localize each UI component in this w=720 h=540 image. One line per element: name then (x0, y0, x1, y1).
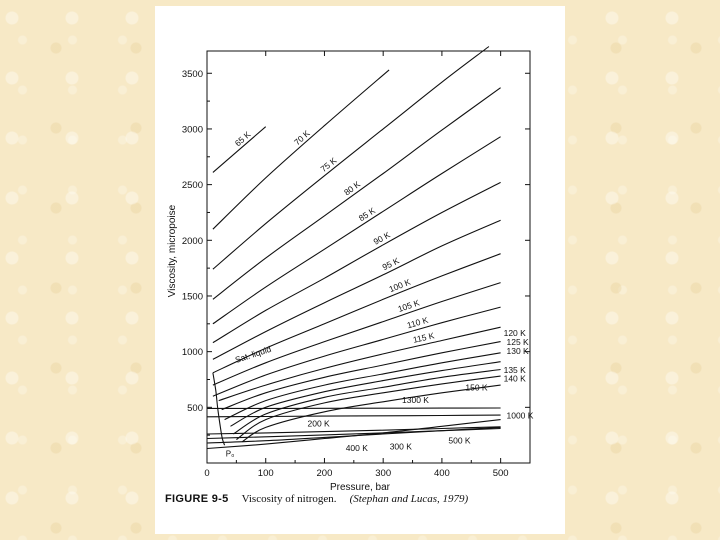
series-line-115-k (219, 327, 501, 400)
figure-title: Viscosity of nitrogen. (241, 493, 337, 505)
y-tick-label: 2000 (181, 235, 203, 247)
series-label-110-k: 110 K (405, 314, 430, 331)
series-label-75-k: 75 K (318, 155, 339, 175)
x-axis-label: Pressure, bar (329, 482, 391, 493)
series-label-300-k: 300 K (389, 441, 412, 452)
series-label-135-k: 135 K (503, 364, 526, 375)
x-tick-label: 400 (433, 468, 450, 479)
series-label-80-k: 80 K (342, 178, 363, 198)
y-tick-label: 2500 (181, 180, 203, 192)
series-label-200-k: 200 K (307, 418, 330, 429)
figure-caption (165, 493, 560, 505)
series-label-70-k: 70 K (292, 128, 312, 148)
series-label-90-k: 90 K (371, 229, 392, 247)
series-line-95-k (213, 220, 501, 359)
series-line-85-k (213, 137, 501, 324)
series-label-95-k: 95 K (380, 255, 401, 273)
annotation-p0: P₀ (225, 449, 235, 459)
series-line-105-k (213, 283, 501, 386)
series-line-1000-k (207, 415, 501, 417)
series-label-105-k: 105 K (396, 297, 421, 315)
plot-frame (207, 51, 530, 463)
figure-number: FIGURE 9-5 (165, 493, 229, 505)
series-label-120-k: 120 K (503, 328, 526, 339)
series-label-150-k: 150 K (465, 382, 488, 393)
viscosity-chart (155, 6, 565, 493)
series-label-sat-liquid: Sat. liquid (233, 343, 273, 365)
series-label-125-k: 125 K (506, 337, 529, 347)
y-tick-label: 1000 (181, 347, 203, 359)
series-line-65-k (213, 127, 266, 173)
y-axis-label: Viscosity, micropoise (167, 204, 178, 298)
x-tick-label: 500 (492, 468, 509, 479)
x-tick-label: 300 (375, 468, 392, 479)
series-label-500-k: 500 K (448, 435, 471, 446)
figure-source: (Stephan and Lucas, 1979) (349, 493, 469, 505)
series-label-65-k: 65 K (232, 129, 253, 149)
series-label-400-k: 400 K (345, 442, 368, 453)
series-label-130-k: 130 K (506, 345, 529, 356)
x-tick-label: 200 (316, 468, 333, 479)
x-tick-label: 100 (257, 468, 274, 479)
series-label-1000-k: 1000 K (506, 410, 534, 421)
y-tick-label: 3000 (181, 124, 203, 136)
y-tick-label: 500 (187, 402, 203, 414)
series-label-115-k: 115 K (411, 330, 436, 345)
series-label-1300-k: 1300 K (402, 394, 429, 405)
series-line-80-k (213, 88, 501, 300)
y-tick-label: 1500 (181, 291, 203, 303)
series-label-140-k: 140 K (503, 373, 526, 384)
y-tick-label: 3500 (181, 68, 203, 80)
series-layer (207, 47, 501, 449)
x-tick-label: 0 (204, 468, 210, 479)
series-label-100-k: 100 K (387, 276, 412, 295)
series-line-75-k (213, 47, 489, 273)
series-label-85-k: 85 K (356, 205, 377, 224)
